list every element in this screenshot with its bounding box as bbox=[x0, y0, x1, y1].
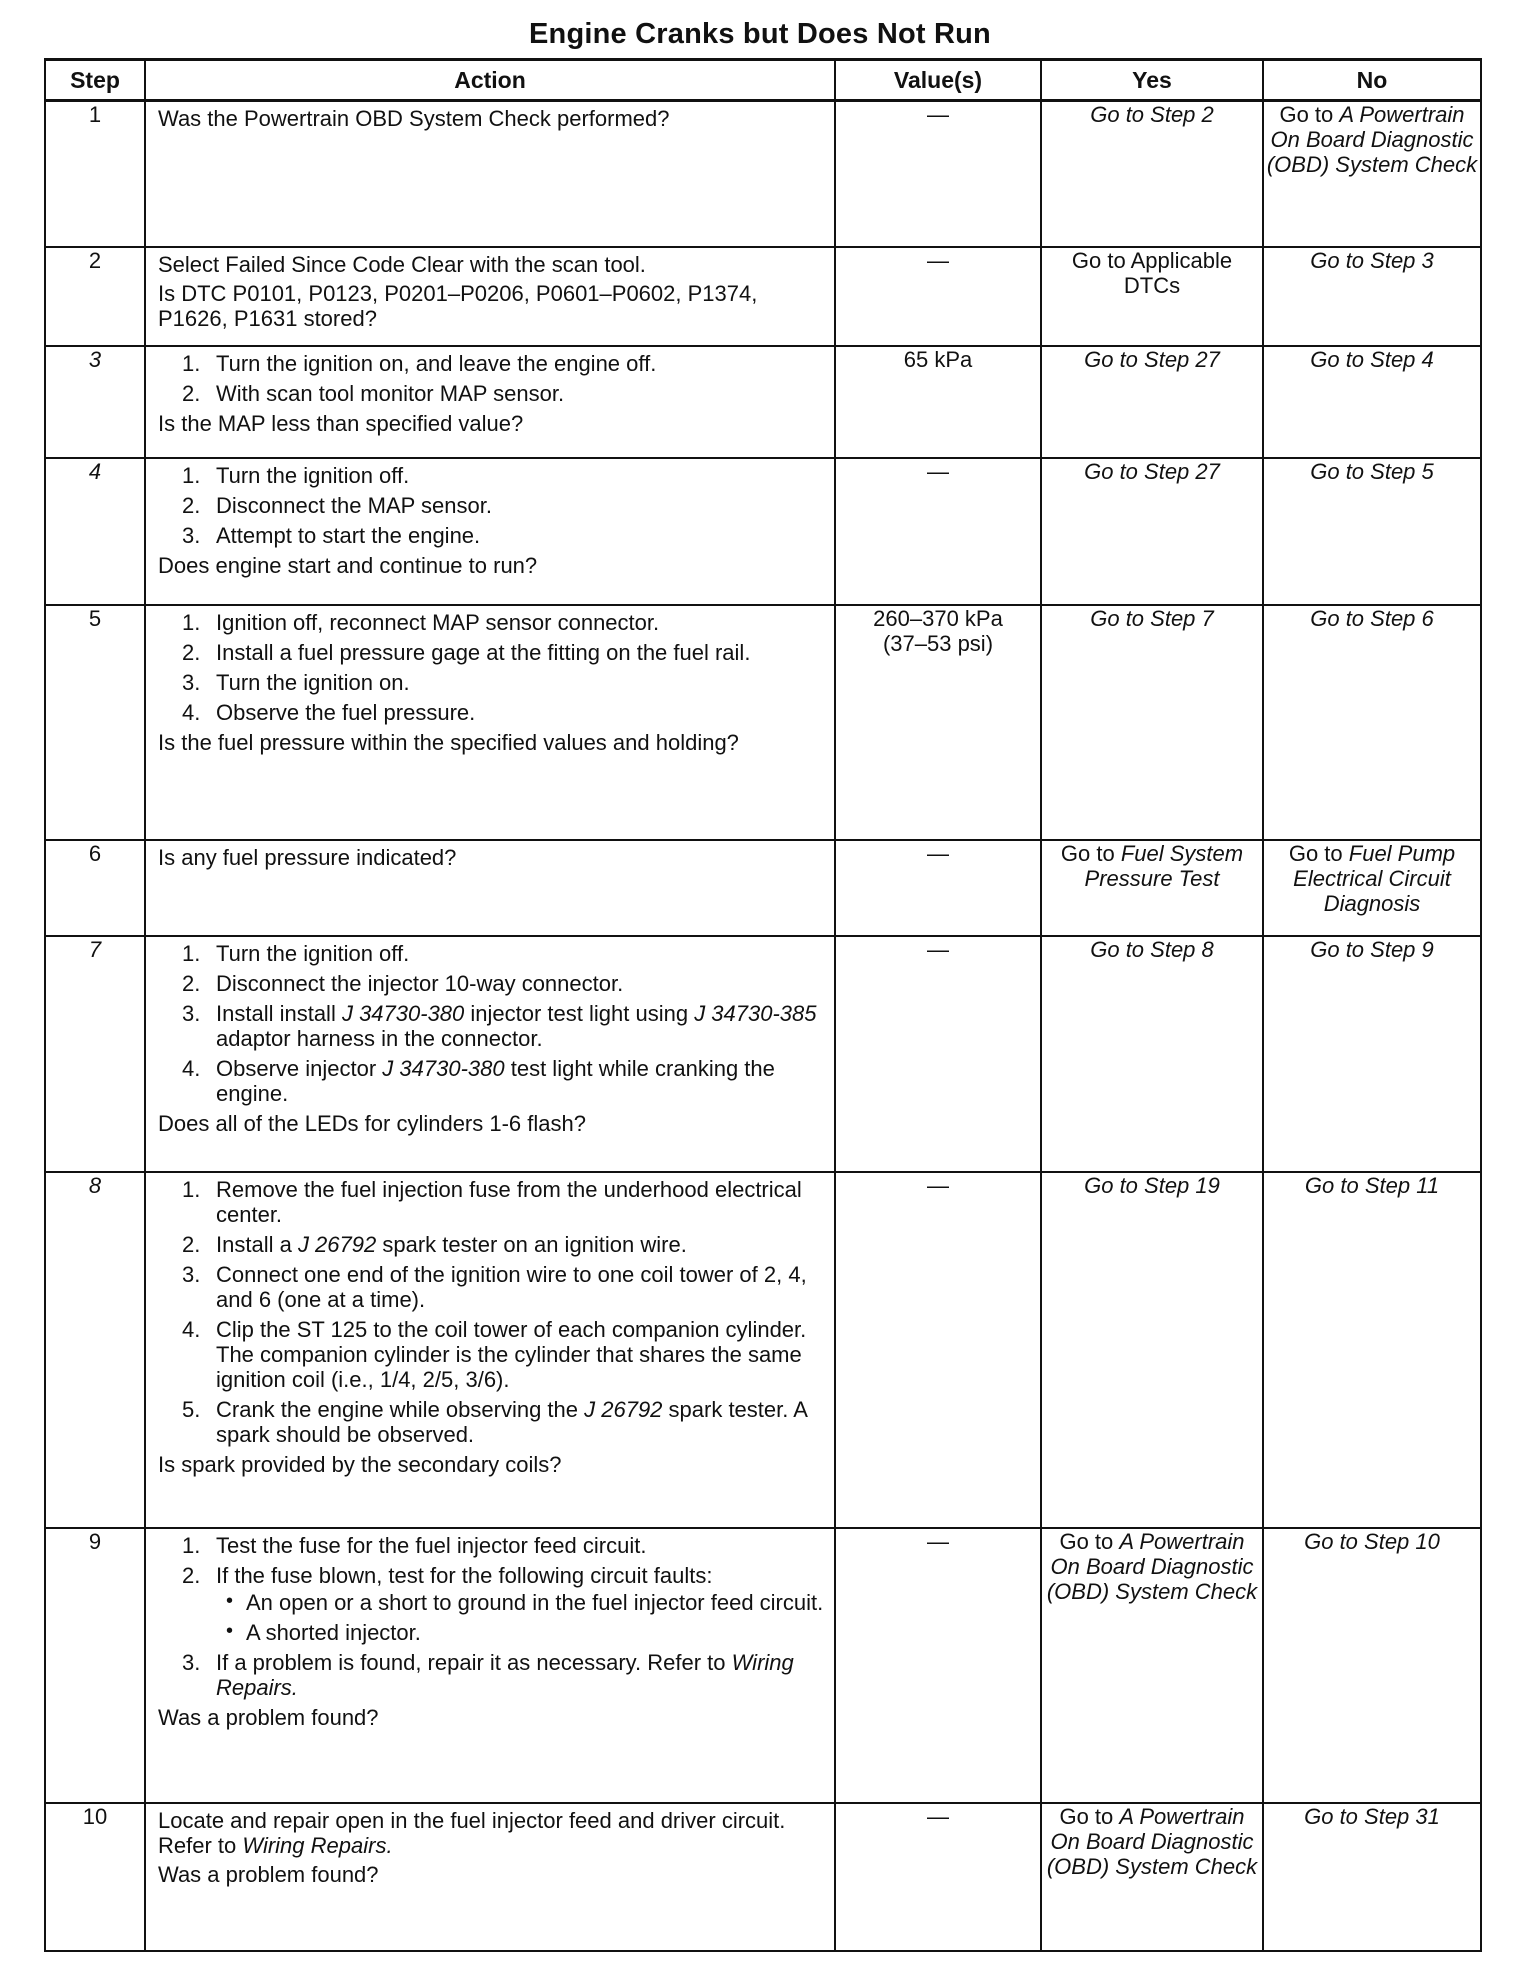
table-row bbox=[45, 1528, 1481, 1803]
table-row bbox=[45, 458, 1481, 605]
action-question: Is spark provided by the secondary coils? bbox=[158, 1451, 562, 1477]
no-link[interactable]: Go to Step 4 bbox=[1263, 346, 1481, 458]
value-cell: — bbox=[835, 458, 1041, 605]
yes-link-text: A Powertrain On Board Diagnostic (OBD) System Check bbox=[1046, 1803, 1258, 1879]
yes-prefix: Go to bbox=[1060, 840, 1121, 866]
action-cell bbox=[145, 840, 835, 936]
action-cell bbox=[145, 1528, 835, 1803]
fault-list bbox=[216, 1590, 826, 1645]
no-link[interactable]: Go to Step 5 bbox=[1263, 458, 1481, 605]
action-steps bbox=[158, 463, 826, 553]
action-question: Was a problem found? bbox=[158, 1704, 379, 1730]
action-question: Does all of the LEDs for cylinders 1-6 flash? bbox=[158, 1110, 586, 1136]
no-prefix: Go to bbox=[1288, 840, 1349, 866]
list-item: 3. Install install J 34730-380 injector test light using J 34730-385 adaptor harness in the connector. bbox=[182, 1000, 817, 1051]
wiring-repairs-link[interactable]: Wiring Repairs. bbox=[216, 1649, 794, 1700]
action-intro: Locate and repair open in the fuel injector feed and driver circuit. Refer to Wiring Repairs. bbox=[158, 1807, 786, 1858]
list-item: • An open or a short to ground in the fuel injector feed circuit. bbox=[216, 1590, 826, 1615]
list-item: 2. Disconnect the injector 10-way connector. bbox=[182, 970, 624, 996]
list-item: 1. Turn the ignition on, and leave the engine off. bbox=[182, 350, 657, 376]
page-title: Engine Cranks but Does Not Run bbox=[529, 18, 991, 50]
table-row bbox=[45, 101, 1481, 247]
tool-reference: J 26792 bbox=[297, 1231, 377, 1257]
step-number: 8 bbox=[45, 1172, 145, 1528]
list-item: 5. Crank the engine while observing the J 26792 spark tester. A spark should be observed. bbox=[182, 1396, 807, 1447]
no-link[interactable]: Go to Step 6 bbox=[1263, 605, 1481, 840]
step-number: 10 bbox=[45, 1803, 145, 1951]
action-question: Was a problem found? bbox=[158, 1861, 379, 1887]
action-steps bbox=[158, 1177, 826, 1452]
yes-link[interactable]: Go to Step 27 bbox=[1041, 458, 1263, 605]
action-cell bbox=[145, 346, 835, 458]
table-row bbox=[45, 1172, 1481, 1528]
header-no: No bbox=[1263, 60, 1481, 101]
value-cell: 65 kPa bbox=[835, 346, 1041, 458]
action-intro: Select Failed Since Code Clear with the scan tool. bbox=[158, 251, 646, 277]
table-row bbox=[45, 605, 1481, 840]
action-question: Is the MAP less than specified value? bbox=[158, 410, 524, 436]
value-cell: — bbox=[835, 247, 1041, 346]
step-number: 7 bbox=[45, 936, 145, 1172]
no-prefix: Go to bbox=[1279, 102, 1340, 127]
step-number: 9 bbox=[45, 1528, 145, 1803]
tool-reference: J 34730-380 bbox=[382, 1055, 505, 1081]
wiring-repairs-link[interactable]: Wiring Repairs. bbox=[242, 1832, 393, 1858]
yes-link-text: Fuel System Pressure Test bbox=[1084, 840, 1244, 891]
no-link[interactable]: Go to Step 11 bbox=[1263, 1172, 1481, 1528]
table-row bbox=[45, 840, 1481, 936]
value-line: 260–370 kPa bbox=[873, 605, 1003, 631]
yes-link[interactable] bbox=[1041, 840, 1263, 936]
action-steps bbox=[158, 610, 826, 730]
list-item: 2. If the fuse blown, test for the following circuit faults: • An open or a short to ground in the fuel injector feed circuit. • A shorted injector. bbox=[158, 1563, 826, 1645]
step-number: 4 bbox=[45, 458, 145, 605]
action-question: Is any fuel pressure indicated? bbox=[158, 844, 457, 870]
tool-reference: J 34730-385 bbox=[694, 1000, 817, 1026]
table-row bbox=[45, 936, 1481, 1172]
list-item: 4. Observe the fuel pressure. bbox=[182, 699, 476, 725]
no-link[interactable]: Go to Step 9 bbox=[1263, 936, 1481, 1172]
action-question: Was the Powertrain OBD System Check performed? bbox=[158, 106, 670, 131]
no-link[interactable] bbox=[1263, 840, 1481, 936]
step-number: 1 bbox=[45, 101, 145, 247]
action-question: Does engine start and continue to run? bbox=[158, 552, 538, 578]
list-item: 3. Connect one end of the ignition wire to one coil tower of 2, 4, and 6 (one at a time). bbox=[182, 1261, 807, 1312]
table-row bbox=[45, 247, 1481, 346]
action-cell bbox=[145, 605, 835, 840]
action-cell bbox=[145, 1803, 835, 1951]
yes-link[interactable]: Go to Step 27 bbox=[1041, 346, 1263, 458]
step-number: 5 bbox=[45, 605, 145, 840]
action-question: Is DTC P0101, P0123, P0201–P0206, P0601–P0602, P1374, P1626, P1631 stored? bbox=[158, 280, 758, 331]
tool-reference: J 26792 bbox=[584, 1396, 663, 1422]
action-cell bbox=[145, 101, 835, 247]
yes-link[interactable]: Go to Step 2 bbox=[1041, 101, 1263, 247]
value-cell bbox=[835, 605, 1041, 840]
tool-reference: J 34730-380 bbox=[341, 1000, 465, 1026]
list-item: 3. Attempt to start the engine. bbox=[182, 522, 481, 548]
header-step: Step bbox=[45, 60, 145, 101]
step-number: 6 bbox=[45, 840, 145, 936]
action-cell bbox=[145, 1172, 835, 1528]
yes-link[interactable]: Go to Step 8 bbox=[1041, 936, 1263, 1172]
yes-link-text: A Powertrain On Board Diagnostic (OBD) System Check bbox=[1046, 1528, 1258, 1604]
header-values: Value(s) bbox=[835, 60, 1041, 101]
header-yes: Yes bbox=[1041, 60, 1263, 101]
yes-link[interactable] bbox=[1041, 1528, 1263, 1803]
list-item: 1. Turn the ignition off. bbox=[182, 940, 410, 966]
no-link[interactable]: Go to Step 31 bbox=[1263, 1803, 1481, 1951]
list-item: 2. Install a fuel pressure gage at the fitting on the fuel rail. bbox=[182, 639, 751, 665]
yes-link[interactable]: Go to Applicable DTCs bbox=[1041, 247, 1263, 346]
action-question: Is the fuel pressure within the specified values and holding? bbox=[158, 729, 739, 755]
action-steps bbox=[158, 351, 826, 411]
value-cell: — bbox=[835, 1528, 1041, 1803]
list-item: 3. If a problem is found, repair it as necessary. Refer to Wiring Repairs. bbox=[182, 1649, 794, 1700]
value-line: (37–53 psi) bbox=[882, 630, 994, 656]
list-item: 1. Turn the ignition off. bbox=[182, 462, 410, 488]
no-link-text: Fuel Pump Electrical Circuit Diagnosis bbox=[1293, 840, 1456, 916]
no-link[interactable]: Go to Step 3 bbox=[1263, 247, 1481, 346]
list-item: 1. Ignition off, reconnect MAP sensor connector. bbox=[182, 609, 660, 635]
value-cell: — bbox=[835, 101, 1041, 247]
action-cell bbox=[145, 247, 835, 346]
value-cell: — bbox=[835, 840, 1041, 936]
no-link[interactable] bbox=[1263, 101, 1481, 247]
table-row bbox=[45, 1803, 1481, 1951]
list-item: 4. Clip the ST 125 to the coil tower of each companion cylinder. The companion cylinder is the cylinder that shares the same ignition coil (i.e., 1/4, 2/5, 3/6). bbox=[182, 1316, 807, 1392]
value-cell: — bbox=[835, 936, 1041, 1172]
diagnostic-table bbox=[44, 58, 1482, 1952]
list-item: 2. Disconnect the MAP sensor. bbox=[182, 492, 492, 518]
list-item: 1. Test the fuse for the fuel injector feed circuit. bbox=[182, 1532, 647, 1558]
action-steps bbox=[158, 941, 826, 1111]
list-item: 4. Observe injector J 34730-380 test light while cranking the engine. bbox=[182, 1055, 775, 1106]
yes-prefix: Go to bbox=[1059, 1803, 1120, 1829]
yes-link[interactable] bbox=[1041, 1803, 1263, 1951]
value-cell: — bbox=[835, 1172, 1041, 1528]
list-item: 2. Install a J 26792 spark tester on an ignition wire. bbox=[182, 1231, 687, 1257]
step-number: 3 bbox=[45, 346, 145, 458]
list-item: • A shorted injector. bbox=[216, 1620, 826, 1645]
action-cell bbox=[145, 458, 835, 605]
list-item: 1. Remove the fuel injection fuse from the underhood electrical center. bbox=[182, 1176, 802, 1227]
value-cell: — bbox=[835, 1803, 1041, 1951]
list-item: 3. Turn the ignition on. bbox=[182, 669, 410, 695]
step-number: 2 bbox=[45, 247, 145, 346]
action-cell bbox=[145, 936, 835, 1172]
header-action: Action bbox=[145, 60, 835, 101]
no-link[interactable]: Go to Step 10 bbox=[1263, 1528, 1481, 1803]
action-steps bbox=[158, 1533, 826, 1705]
list-item: 2. With scan tool monitor MAP sensor. bbox=[182, 380, 565, 406]
no-link-text: A Powertrain On Board Diagnostic (OBD) System Check bbox=[1266, 102, 1478, 177]
yes-link[interactable]: Go to Step 7 bbox=[1041, 605, 1263, 840]
table-row bbox=[45, 346, 1481, 458]
yes-link[interactable]: Go to Step 19 bbox=[1041, 1172, 1263, 1528]
yes-prefix: Go to bbox=[1059, 1528, 1120, 1554]
table-header-row bbox=[45, 60, 1481, 101]
